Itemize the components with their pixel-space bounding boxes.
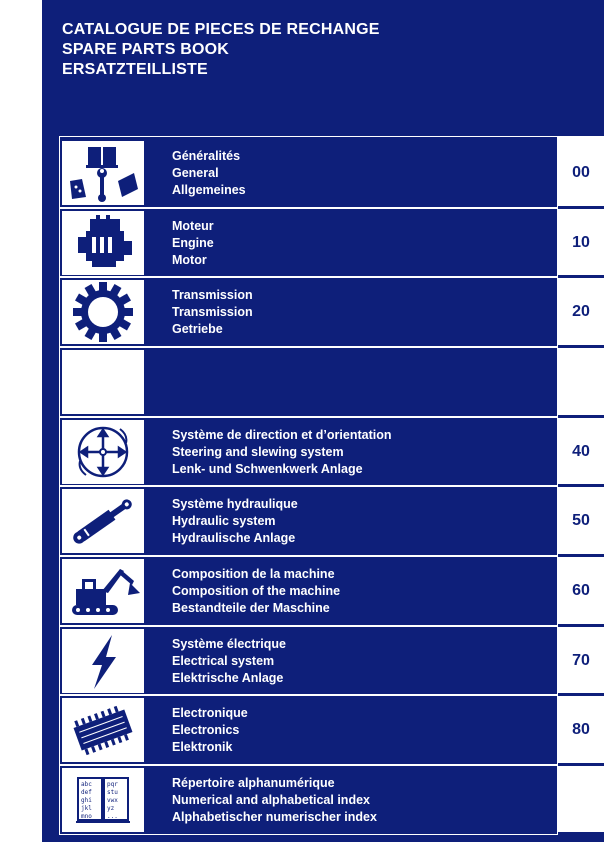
gear-icon [62,280,144,344]
number-divider [558,763,604,766]
index-text: mno [81,813,92,820]
title-german: ERSATZTEILLISTE [62,61,208,78]
index-text: jkl [81,805,92,812]
number-column-footer [558,832,604,842]
index-text: abc [81,781,92,788]
section-row-general[interactable] [60,139,557,207]
section-labels [172,775,377,826]
section-number[interactable]: 10 [572,234,590,251]
hydraulic-cylinder-icon [62,489,144,553]
index-book-icon [62,768,144,832]
section-number[interactable]: 70 [572,652,590,669]
section-number[interactable]: 00 [572,164,590,181]
label-fr: Système hydraulique [172,497,298,511]
label-fr: Système de direction et d’orientation [172,428,392,442]
row-divider [60,346,603,348]
row-divider [60,625,603,627]
label-de: Getriebe [172,322,223,336]
section-labels [172,148,246,199]
section-number[interactable]: 50 [572,512,590,529]
label-de: Lenk- und Schwenkwerk Anlage [172,462,363,476]
row-divider [60,694,603,696]
number-divider [558,624,604,627]
section-labels [172,566,340,617]
section-number[interactable]: 40 [572,443,590,460]
microchip-icon [62,698,144,762]
title-french: CATALOGUE DE PIECES DE RECHANGE [62,21,380,38]
number-divider [558,275,604,278]
label-fr: Electronique [172,706,248,720]
label-fr: Généralités [172,149,241,163]
index-text: ghi [81,797,92,804]
section-row-engine[interactable] [60,209,557,277]
index-text: ... [107,813,118,820]
label-en: Numerical and alphabetical index [172,793,370,807]
label-en: Steering and slewing system [172,445,344,459]
index-text: vwx [107,797,118,804]
label-fr: Répertoire alphanumérique [172,776,335,790]
number-divider [558,345,604,348]
label-en: General [172,166,219,180]
engine-icon [62,211,144,275]
section-labels [172,427,392,478]
steering-compass-icon [62,420,144,484]
section-labels [172,287,253,338]
number-divider [558,484,604,487]
label-en: Transmission [172,305,253,319]
section-labels [172,636,286,687]
section-row-electrical[interactable] [60,627,557,695]
label-en: Electronics [172,723,240,737]
catalogue-title [62,20,380,80]
section-number[interactable]: 20 [572,303,590,320]
index-text: def [81,789,92,796]
row-divider [60,416,603,418]
number-divider [558,554,604,557]
row-divider [60,207,603,209]
index-text: stu [107,789,118,796]
section-labels [172,496,298,547]
index-text: yz [107,805,115,812]
number-divider [558,415,604,418]
row-divider [60,485,603,487]
index-text: pqr [107,781,118,788]
label-en: Hydraulic system [172,514,276,528]
label-de: Motor [172,253,207,267]
number-divider [558,206,604,209]
blank-icon [62,350,144,414]
label-de: Alphabetischer numerischer index [172,810,377,824]
section-row-electronics[interactable] [60,696,557,764]
section-number[interactable] [558,766,604,834]
row-divider [60,276,603,278]
number-divider [558,693,604,696]
section-row-index[interactable] [60,766,557,834]
section-row-hydraulic[interactable] [60,487,557,555]
section-number[interactable]: 60 [572,582,590,599]
section-number [558,348,604,416]
label-fr: Moteur [172,219,214,233]
label-fr: Composition de la machine [172,567,335,581]
section-number[interactable]: 80 [572,721,590,738]
excavator-icon [62,559,144,623]
label-de: Bestandteile der Maschine [172,601,330,615]
title-english: SPARE PARTS BOOK [62,41,230,58]
section-row-machine[interactable] [60,557,557,625]
section-row-steering[interactable] [60,418,557,486]
row-divider [60,555,603,557]
label-de: Allgemeines [172,183,246,197]
section-labels [172,705,248,756]
label-de: Elektronik [172,740,233,754]
label-fr: Système électrique [172,637,286,651]
label-de: Hydraulische Anlage [172,531,296,545]
section-row-transmission[interactable] [60,278,557,346]
section-row-blank [60,348,557,416]
label-de: Elektrische Anlage [172,671,284,685]
general-tools-icon [62,141,144,205]
label-fr: Transmission [172,288,253,302]
label-en: Composition of the machine [172,584,341,598]
label-en: Electrical system [172,654,275,668]
row-divider [60,764,603,766]
label-en: Engine [172,236,214,250]
section-labels [172,218,214,269]
lightning-bolt-icon [62,629,144,693]
